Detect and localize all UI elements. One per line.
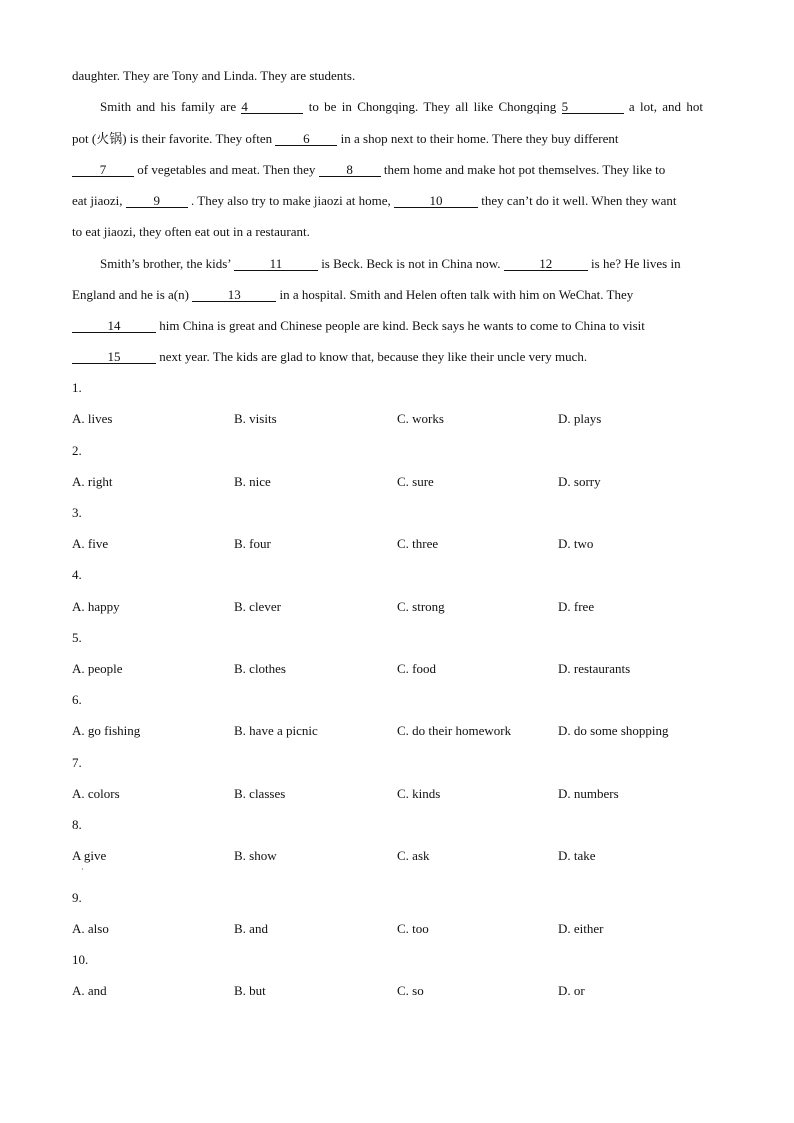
passage-line-9: 14 him China is great and Chinese people are kind. Beck says he wants to come to China to visit — [72, 318, 702, 334]
question-number: 10. — [72, 952, 89, 967]
passage-line-1: daughter. They are Tony and Linda. They are students. — [72, 68, 356, 83]
option-b[interactable]: B. clothes — [234, 661, 286, 676]
option-d[interactable]: D. do some shopping — [558, 723, 669, 738]
blank-6: 6 — [275, 132, 337, 146]
option-a[interactable]: A give — [72, 848, 107, 863]
option-b[interactable]: B. classes — [234, 786, 286, 801]
option-a[interactable]: A. five — [72, 536, 109, 551]
option-a[interactable]: A. also — [72, 921, 109, 936]
blank-13: 13 — [192, 288, 276, 302]
option-c[interactable]: C. strong — [397, 599, 445, 614]
option-d[interactable]: D. sorry — [558, 474, 601, 489]
question-number: 5. — [72, 630, 82, 645]
option-c[interactable]: C. three — [397, 536, 439, 551]
passage-line-2: Smith and his family are 4 to be in Chongqing. They all like Chongqing 5 a lot, and hot — [100, 99, 703, 114]
option-a[interactable]: A. go fishing — [72, 723, 141, 738]
blank-12: 12 — [504, 257, 588, 271]
option-a[interactable]: A. and — [72, 983, 107, 998]
blank-10: 10 — [394, 194, 478, 208]
option-c[interactable]: C. do their homework — [397, 723, 512, 738]
option-b[interactable]: B. and — [234, 921, 268, 936]
passage-line-6: to eat jiaozi, they often eat out in a restaurant. — [72, 224, 310, 239]
option-b[interactable]: B. show — [234, 848, 277, 863]
option-c[interactable]: C. works — [397, 411, 444, 426]
option-a[interactable]: A. happy — [72, 599, 120, 614]
option-d[interactable]: D. free — [558, 599, 595, 614]
option-b[interactable]: B. clever — [234, 599, 281, 614]
question-number: 7. — [72, 755, 82, 770]
passage-line-3: pot (火锅) is their favorite. They often 6 in a shop next to their home. There they buy different — [72, 131, 619, 146]
question-number: 8. — [72, 817, 82, 832]
option-a[interactable]: A. lives — [72, 411, 113, 426]
option-b[interactable]: B. four — [234, 536, 271, 551]
option-d[interactable]: D. take — [558, 848, 596, 863]
question-number: 6. — [72, 692, 82, 707]
passage-line-5: eat jiaozi, 9 . They also try to make jiaozi at home, 10 they can’t do it well. When they want — [72, 193, 677, 208]
passage-line-10: 15 next year. The kids are glad to know that, because they like their uncle very much. — [72, 349, 716, 365]
passage-line-8: England and he is a(n) 13 in a hospital. Smith and Helen often talk with him on WeChat. They — [72, 287, 634, 302]
option-d[interactable]: D. restaurants — [558, 661, 631, 676]
question-number: 3. — [72, 505, 82, 520]
blank-14: 14 — [72, 319, 156, 333]
option-c[interactable]: C. sure — [397, 474, 434, 489]
option-c[interactable]: C. food — [397, 661, 436, 676]
option-c[interactable]: C. kinds — [397, 786, 441, 801]
question-number: 1. — [72, 380, 82, 395]
option-b[interactable]: B. have a picnic — [234, 723, 318, 738]
passage-line-4: 7 of vegetables and meat. Then they 8 them home and make hot pot themselves. They like to — [72, 162, 704, 178]
option-c[interactable]: C. ask — [397, 848, 430, 863]
option-b[interactable]: B. nice — [234, 474, 271, 489]
blank-15: 15 — [72, 350, 156, 364]
blank-5: 5 — [562, 100, 624, 114]
question-number: 9. — [72, 890, 82, 905]
question-number: 4. — [72, 567, 82, 582]
stray-dot-mark: · — [81, 865, 84, 874]
blank-4: 4 — [241, 100, 303, 114]
option-a[interactable]: A. people — [72, 661, 123, 676]
question-number: 2. — [72, 443, 82, 458]
option-c[interactable]: C. too — [397, 921, 429, 936]
option-b[interactable]: B. but — [234, 983, 266, 998]
blank-9: 9 — [126, 194, 188, 208]
option-b[interactable]: B. visits — [234, 411, 277, 426]
option-a[interactable]: A. colors — [72, 786, 120, 801]
blank-11: 11 — [234, 257, 318, 271]
option-d[interactable]: D. two — [558, 536, 594, 551]
option-d[interactable]: D. either — [558, 921, 604, 936]
option-d[interactable]: D. or — [558, 983, 585, 998]
blank-7: 7 — [72, 163, 134, 177]
blank-8: 8 — [319, 163, 381, 177]
option-a[interactable]: A. right — [72, 474, 113, 489]
option-d[interactable]: D. numbers — [558, 786, 619, 801]
option-c[interactable]: C. so — [397, 983, 424, 998]
option-d[interactable]: D. plays — [558, 411, 602, 426]
passage-line-7: Smith’s brother, the kids’ 11 is Beck. Beck is not in China now. 12 is he? He lives in — [100, 256, 681, 271]
